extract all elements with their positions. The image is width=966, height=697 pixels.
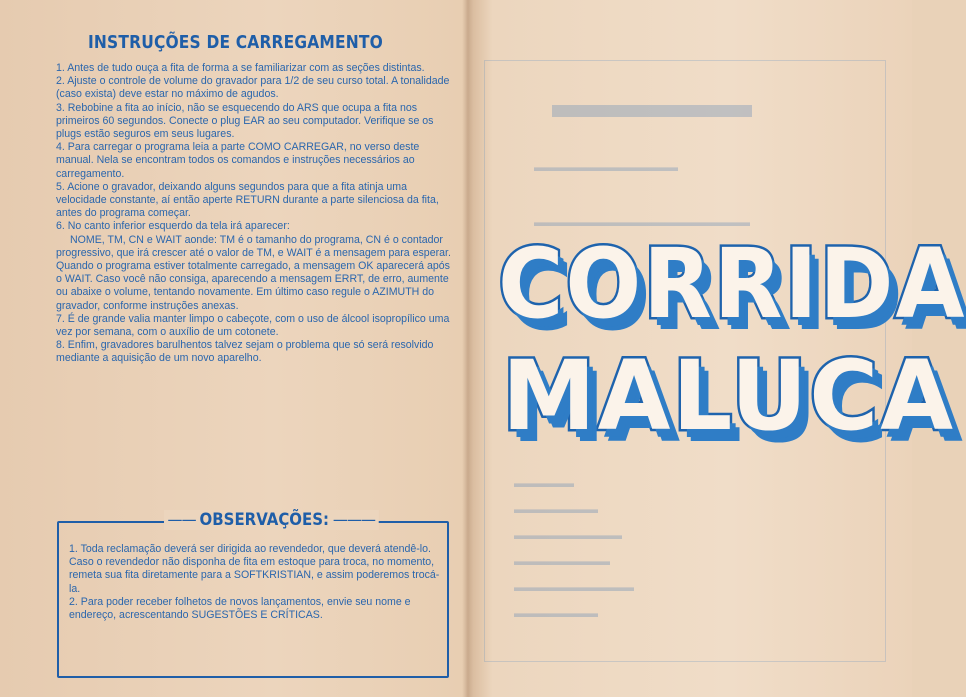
instruction-item: 7. É de grande valia manter limpo o cabeçote, com o uso de álcool isopropílico uma vez por semana, com o auxílio de um cotonete. xyxy=(56,312,450,339)
show-through-block: ▬▬▬▬▬ ▬▬▬▬▬▬▬ ▬▬▬▬▬▬▬▬▬ ▬▬▬▬▬▬▬▬ ▬▬▬▬▬▬▬▬▬▬ ▬▬▬▬▬▬▬ xyxy=(514,476,634,620)
instruction-item: 1. Antes de tudo ouça a fita de forma a se familiarizar com as seções distintas. xyxy=(56,62,425,74)
cover-title-line1: CORRIDA xyxy=(498,228,966,340)
instruction-item: 3. Rebobine a fita ao início, não se esquecendo do ARS que ocupa a fita nos primeiros 60 segundos. Conecte o plug EAR ao seu computador. Verifique se os plugs estão seguros em seus lugares. xyxy=(56,101,434,141)
observations-title-text: OBSERVAÇÕES: xyxy=(199,510,330,530)
instructions-list xyxy=(56,62,452,366)
observations-box xyxy=(57,510,449,678)
page-title: INSTRUÇÕES DE CARREGAMENTO xyxy=(88,32,383,53)
show-through-line: ▬▬▬▬▬▬▬▬▬▬▬▬ xyxy=(534,160,678,174)
observation-item: 1. Toda reclamação deverá ser dirigida ao revendedor, que deverá atendê-lo. Caso o revendedor não disponha de fita em estoque para troca, no momento, remeta sua fita diretamente para a SOFTKRISTIAN, e assim poderemos trocá-la. xyxy=(69,543,440,595)
instructions-page xyxy=(30,18,450,688)
instruction-item: 5. Acione o gravador, deixando alguns segundos para que a fita atinja uma velocidade constante, aí então aperte RETURN durante a parte silenciosa da fita, antes do programa começar. xyxy=(56,180,439,220)
instruction-item: 6. No canto inferior esquerdo da tela irá aparecer: xyxy=(56,220,290,233)
instruction-item: 8. Enfim, gravadores barulhentos talvez sejam o problema que só será resolvido mediante a aquisição de um novo aparelho. xyxy=(56,339,434,365)
instruction-item: 2. Ajuste o controle de volume do gravador para 1/2 de seu curso total. A tonalidade (caso exista) deve estar no máximo de agudos. xyxy=(56,75,450,101)
instruction-item: 4. Para carregar o programa leia a parte COMO CARREGAR, no verso deste manual. Nela se encontram todos os comandos e instruções necessários ao carregamento. xyxy=(56,141,420,180)
cover-title-line2: MALUCA xyxy=(502,340,956,452)
center-fold xyxy=(462,0,474,697)
cover-page xyxy=(474,0,966,697)
title-rule-right: ——— xyxy=(329,510,376,530)
instruction-item: NOME, TM, CN e WAIT aonde: TM é o tamanho do programa, CN é o contador progressivo, que irá crescer até o valor de TM, e WAIT é a mensagem para esperar. Quando o programa estiver totalmente carregado, a mensagem OK aparecerá após o WAIT. Caso você não consiga, aparecendo a mensagem ERRT, de erro, aumente ou abaixe o volume, tentando novamente. Em último caso regule o AZIMUTH do gravador, conforme instruções anexas. xyxy=(56,233,451,312)
show-through-heading: ▬▬▬▬▬ xyxy=(552,82,752,126)
show-through-line: ▬▬▬▬▬▬▬▬▬▬▬▬▬▬▬▬▬▬ xyxy=(534,215,750,229)
observations-list xyxy=(69,543,441,622)
title-rule-left: —— xyxy=(167,510,200,530)
observations-title xyxy=(164,510,379,530)
observation-item: 2. Para poder receber folhetos de novos lançamentos, envie seu nome e endereço, acrescentando SUGESTÕES E CRÍTICAS. xyxy=(69,595,411,622)
